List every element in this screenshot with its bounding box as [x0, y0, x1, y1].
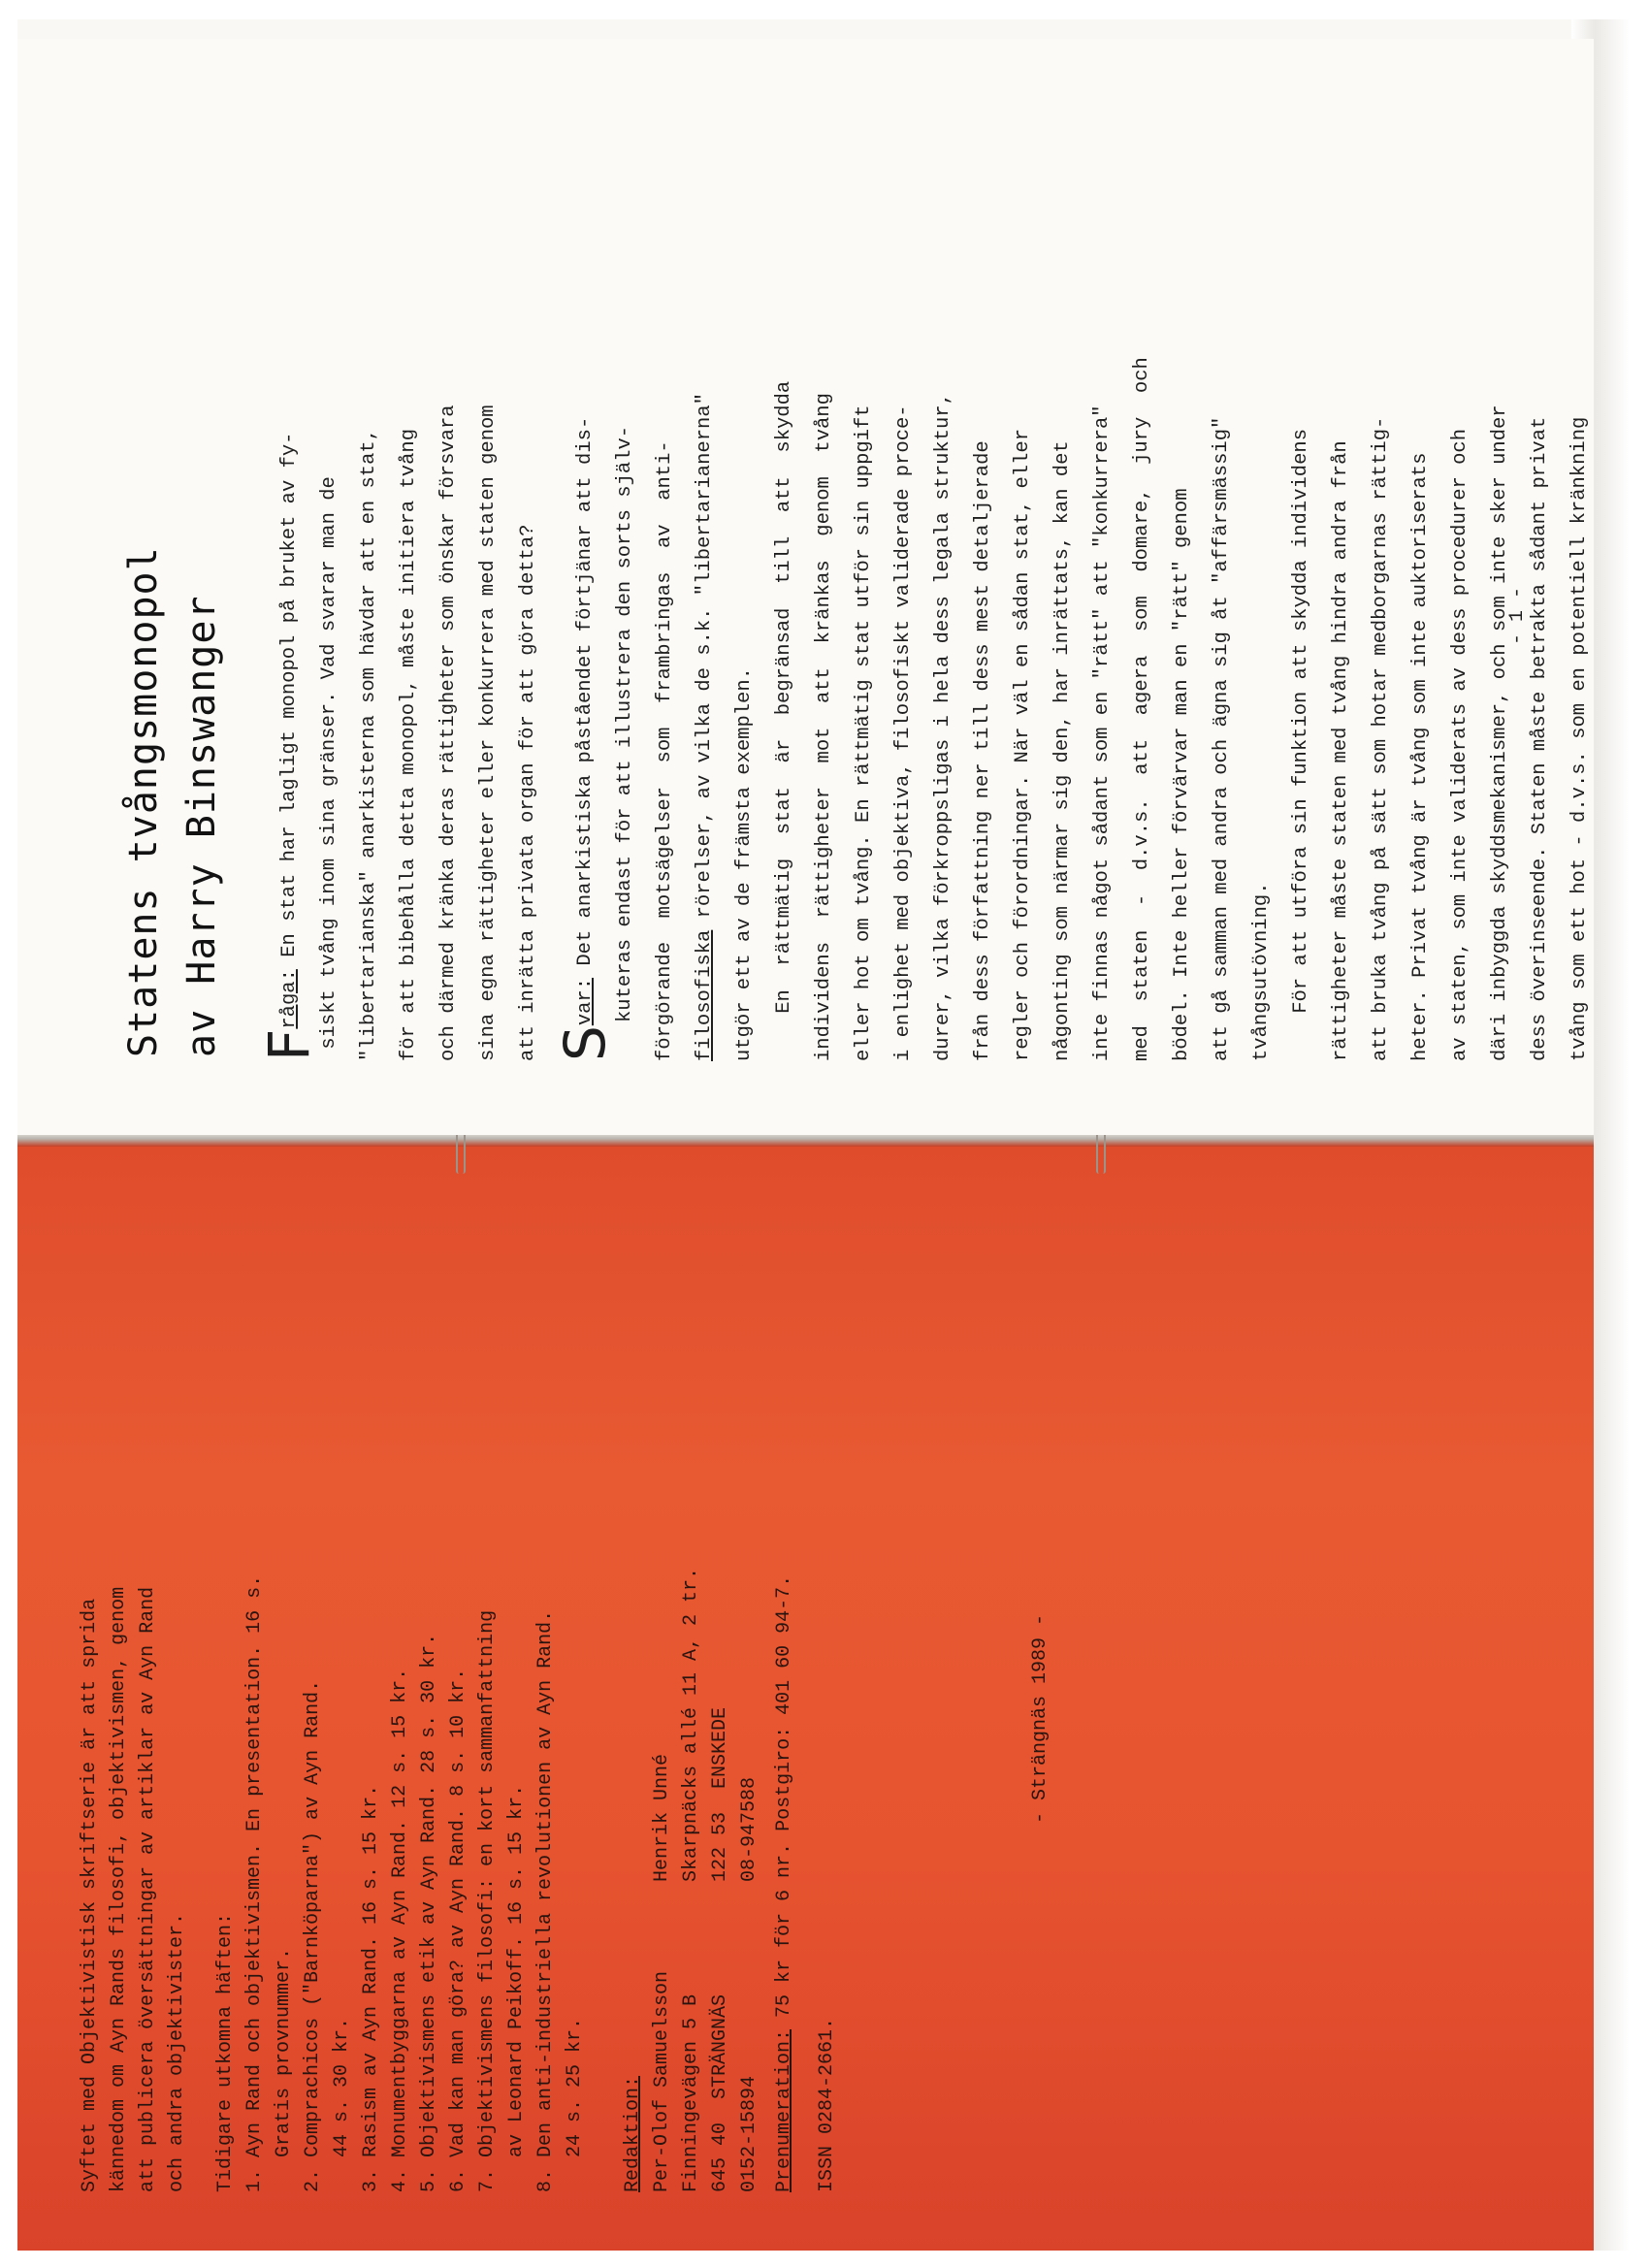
booklet-spread — [17, 19, 1624, 2251]
answer-text: kuteras endast för att illustrera den sorts själv- — [614, 425, 636, 1022]
question-text: En stat har lagligt monopol på bruket av fy- — [278, 432, 301, 970]
article-heading — [114, 546, 231, 1057]
question-text: för att bibehålla detta monopol, måste initiera tvång — [398, 428, 420, 1061]
booklet-item: 3. Rasism av Ayn Rand. 16 s. 15 kr. — [360, 1784, 382, 2192]
article-body — [256, 357, 1600, 1061]
cover-footer: - Strängnäs 1989 - — [1029, 1613, 1051, 1824]
paragraph-line: bödel. Inte heller förvärvar man en "rätt" genom — [1171, 488, 1193, 1061]
paragraph-line: att bruka tvång på sätt som hotar medborgarnas rättig- — [1370, 416, 1392, 1061]
question-text: sina egna rättigheter eller konkurrera med staten genom — [477, 405, 500, 1061]
editor-2-phone: 08-947588 — [738, 1776, 760, 1882]
list-heading: Tidigare utkomna häften: — [214, 1912, 237, 2192]
dropcap-f: F — [256, 1028, 322, 1061]
paragraph-line: rättigheter måste staten med tvång hindra andra från — [1330, 440, 1352, 1061]
cover-intro — [76, 1587, 192, 2192]
redaktion-label: Redaktion: — [622, 2075, 644, 2192]
intro-line: att publicera översättningar av artiklar av Ayn Rand — [137, 1586, 159, 2192]
paragraph-line: eller hot om tvång. En rättmätig stat utför sin uppgift — [853, 405, 875, 1061]
prenumeration-label: Prenumeration: — [773, 2028, 795, 2192]
editor-1-name: Per-Olof Samuelsson — [651, 1970, 673, 2192]
paragraph-line: någonting som närmar sig den, har inrättats, kan det — [1051, 440, 1074, 1061]
intro-line: och andra objektivister. — [166, 1912, 188, 2192]
editor-1-address — [648, 1882, 764, 2192]
paragraph-line: tvång som ett hot - d.v.s. som en potentiell kränkning — [1568, 416, 1591, 1061]
paragraph-line: av staten, som inte validerats av dess procedurer och — [1449, 428, 1471, 1061]
answer-block — [552, 357, 1600, 1061]
paragraph-line: inte finnas något sådant som en "rätt" att "konkurrera" — [1091, 405, 1114, 1061]
paragraph-line: heter. Privat tvång är tvång som inte auktoriserats — [1409, 452, 1432, 1061]
paragraph-line: från dess författning ner till dess mest detaljerade — [972, 440, 994, 1061]
dropcap-s: S — [552, 1025, 618, 1061]
paragraph-line: regler och förordningar. När väl en sådan stat, eller — [1012, 428, 1034, 1061]
answer-text: rörelser, av vilka de s.k. "libertarianerna" — [694, 393, 716, 930]
booklet-item: 6. Vad kan man göra? av Ayn Rand. 8 s. 10 kr. — [447, 1668, 469, 2192]
paragraph-line: För att utföra sin funktion att skydda individens — [1290, 428, 1312, 1061]
editor-1-phone: 0152-15894 — [738, 2075, 760, 2192]
subscription-line — [770, 1568, 799, 2192]
answer-text: Det anarkistiska påståendet förtjänar att dis- — [574, 416, 597, 978]
editor-2-name: Henrik Unné — [651, 1753, 673, 1882]
intro-line: Syftet med Objektivistisk skriftserie är att sprida — [79, 1598, 101, 2192]
article-title: Statens tvångsmonopol — [121, 546, 166, 1057]
paragraph-line: En rättmätig stat är begränsad till att skydda — [773, 380, 795, 1061]
booklet-item: 2. Comprachicos ("Barnköparna") av Ayn Rand. 44 s. 30 kr. — [302, 1679, 353, 2192]
answer-text: förgörande motsägelser som frambringas av anti- — [654, 440, 676, 1061]
article-byline: av Harry Binswanger — [179, 595, 224, 1057]
booklet-list — [211, 1575, 590, 2192]
back-cover — [17, 1145, 1594, 2251]
question-block — [256, 357, 548, 1061]
editor-2-address — [648, 1568, 764, 1882]
paragraph-line: att gå samman med andra och ägna sig åt "affärsmässig" — [1211, 416, 1233, 1061]
booklet-item: 7. Objektivismens filosofi: en kort sammanfattning av Leonard Peikoff. 16 s. 15 kr. — [476, 1609, 528, 2192]
editor-1-city: 645 40 STRÄNGNÄS — [709, 1993, 731, 2192]
paragraph-line: däri inbyggda skyddsmekanismer, och som inte sker under — [1489, 405, 1511, 1061]
redaktion-section — [619, 1568, 842, 2192]
page-number: - 1 - — [1506, 586, 1529, 645]
booklet-item: 1. Ayn Rand och objektivismen. En presentation. 16 s. Gratis provnummer. — [243, 1574, 295, 2192]
issn: ISSN 0284-2661. — [816, 2017, 838, 2192]
article-page — [17, 39, 1594, 1135]
paragraph-line: med staten - d.v.s. att agera som domare, jury och — [1131, 357, 1153, 1061]
question-text: siskt tvång inom sina gränser. Vad svarar man de — [318, 476, 340, 1061]
paragraph-line: dess överinseende. Staten måste betrakta sådant privat — [1529, 416, 1551, 1061]
booklet-item: 4. Monumentbyggarna av Ayn Rand. 12 s. 15 kr. — [389, 1668, 411, 2192]
editor-1-street: Finningevägen 5 B — [680, 1993, 702, 2192]
booklet-item: 8. Den anti-industriella revolutionen av Ayn Rand. 24 s. 25 kr. — [534, 1609, 586, 2192]
paragraph-line: i enlighet med objektiva, filosofiskt validerade proce- — [892, 405, 915, 1061]
answer-label: var: — [574, 977, 597, 1026]
paragraph-line: tvångsutövning. — [1250, 882, 1273, 1061]
question-text: och därmed kränka deras rättigheter som önskar försvara — [437, 405, 460, 1061]
answer-text: utgör ett av de främsta exemplen. — [733, 667, 756, 1061]
paragraph-line: individens rättigheter mot att kränkas genom tvång — [813, 393, 835, 1061]
question-text: att inrätta privata organ för att göra detta? — [517, 524, 539, 1061]
question-label: råga: — [278, 969, 301, 1029]
editor-2-city: 122 53 ENSKEDE — [709, 1706, 731, 1882]
intro-line: kännedom om Ayn Rands filosofi, objektivismen, genom — [108, 1586, 130, 2192]
prenumeration-text: 75 kr för 6 nr. Postgiro: 401 60 94-7. — [773, 1574, 795, 2029]
editor-2-street: Skarpnäcks allé 11 A, 2 tr. — [680, 1567, 702, 1882]
paragraph-line: durer, vilka förkroppsligas i hela dess legala struktur, — [932, 393, 954, 1061]
question-text: "libertarianska" anarkisterna som hävdar att en stat, — [358, 428, 380, 1061]
answer-text-underlined: filosofiska — [694, 929, 716, 1061]
booklet-item: 5. Objektivismens etik av Ayn Rand. 28 s. 30 kr. — [418, 1633, 440, 2192]
